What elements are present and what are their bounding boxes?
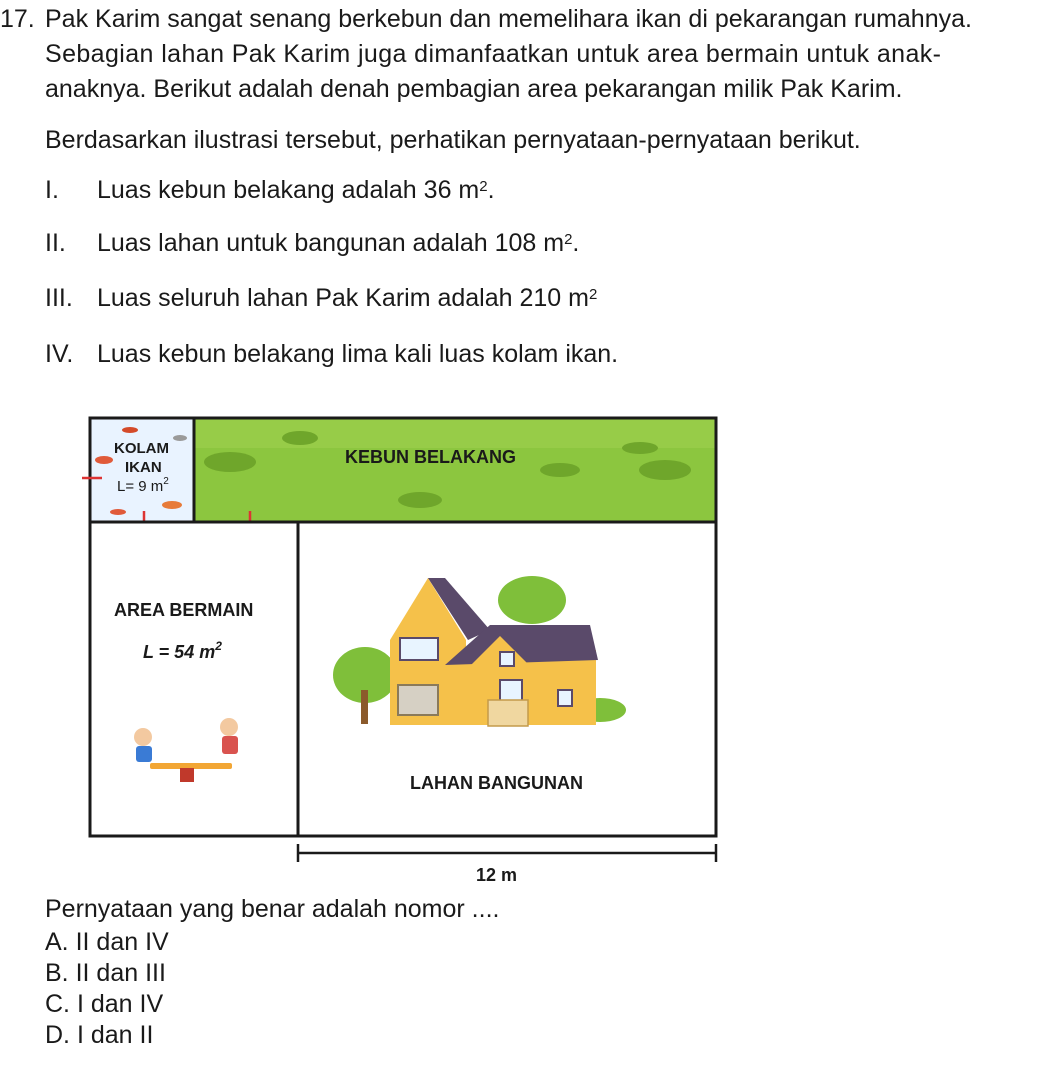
option-d[interactable] bbox=[45, 1020, 153, 1051]
option-text: I dan IV bbox=[76, 990, 164, 1018]
area-bermain-area-label bbox=[143, 639, 222, 663]
kebun-belakang-label: KEBUN BELAKANG bbox=[345, 447, 516, 467]
kolam-area-value: L= 9 m bbox=[117, 478, 164, 495]
intro-line-3: anaknya. Berikut adalah denah pembagian area pekarangan milik Pak Karim. bbox=[45, 75, 903, 103]
option-text: II dan IV bbox=[75, 928, 169, 956]
option-b[interactable] bbox=[45, 958, 166, 989]
kolam-label-1: KOLAM bbox=[114, 440, 169, 457]
statement-number: II. bbox=[45, 229, 66, 257]
area-bermain-area-value: L = 54 m bbox=[143, 642, 216, 662]
area-bermain-label: AREA BERMAIN bbox=[114, 600, 254, 620]
kolam-area-label bbox=[117, 478, 169, 495]
statement-text: Luas seluruh lahan Pak Karim adalah 210 m bbox=[97, 284, 589, 312]
option-letter: C. bbox=[45, 990, 70, 1018]
option-letter: A. bbox=[45, 928, 69, 956]
prompt-text: Berdasarkan ilustrasi tersebut, perhatikan pernyataan-pernyataan berikut. bbox=[45, 126, 861, 154]
intro-line-2: Sebagian lahan Pak Karim juga dimanfaatkan untuk area bermain untuk anak- bbox=[45, 40, 942, 68]
option-a[interactable] bbox=[45, 927, 169, 958]
statement-number: I. bbox=[45, 176, 59, 204]
exponent: 2 bbox=[564, 231, 573, 248]
statement-number: IV. bbox=[45, 340, 74, 368]
option-text: I dan II bbox=[76, 1021, 154, 1049]
exponent: 2 bbox=[215, 639, 222, 653]
closing-text: Pernyataan yang benar adalah nomor .... bbox=[45, 895, 500, 923]
exponent: 2 bbox=[479, 178, 488, 195]
kolam-label-2: IKAN bbox=[125, 459, 162, 476]
statement-text: Luas kebun belakang adalah 36 m bbox=[97, 176, 480, 204]
intro-line-1: Pak Karim sangat senang berkebun dan memelihara ikan di pekarangan rumahnya. bbox=[45, 5, 972, 33]
width-label: 12 m bbox=[476, 865, 518, 885]
exponent: 2 bbox=[163, 476, 169, 487]
statement-text: Luas lahan untuk bangunan adalah 108 m bbox=[97, 229, 565, 257]
option-c[interactable] bbox=[45, 989, 163, 1020]
question-number: 17. bbox=[0, 5, 35, 33]
option-letter: D. bbox=[45, 1021, 70, 1049]
lahan-bangunan-label: LAHAN BANGUNAN bbox=[410, 773, 583, 793]
statement-tail: . bbox=[572, 229, 580, 257]
option-letter: B. bbox=[45, 959, 69, 987]
width-dimension-line bbox=[298, 844, 716, 862]
area-bermain-area bbox=[90, 522, 298, 836]
option-text: II dan III bbox=[75, 959, 166, 987]
statement-text: Luas kebun belakang lima kali luas kolam ikan. bbox=[97, 340, 619, 368]
statement-tail: . bbox=[487, 176, 495, 204]
statement-number: III. bbox=[45, 284, 73, 312]
exponent: 2 bbox=[588, 286, 598, 303]
